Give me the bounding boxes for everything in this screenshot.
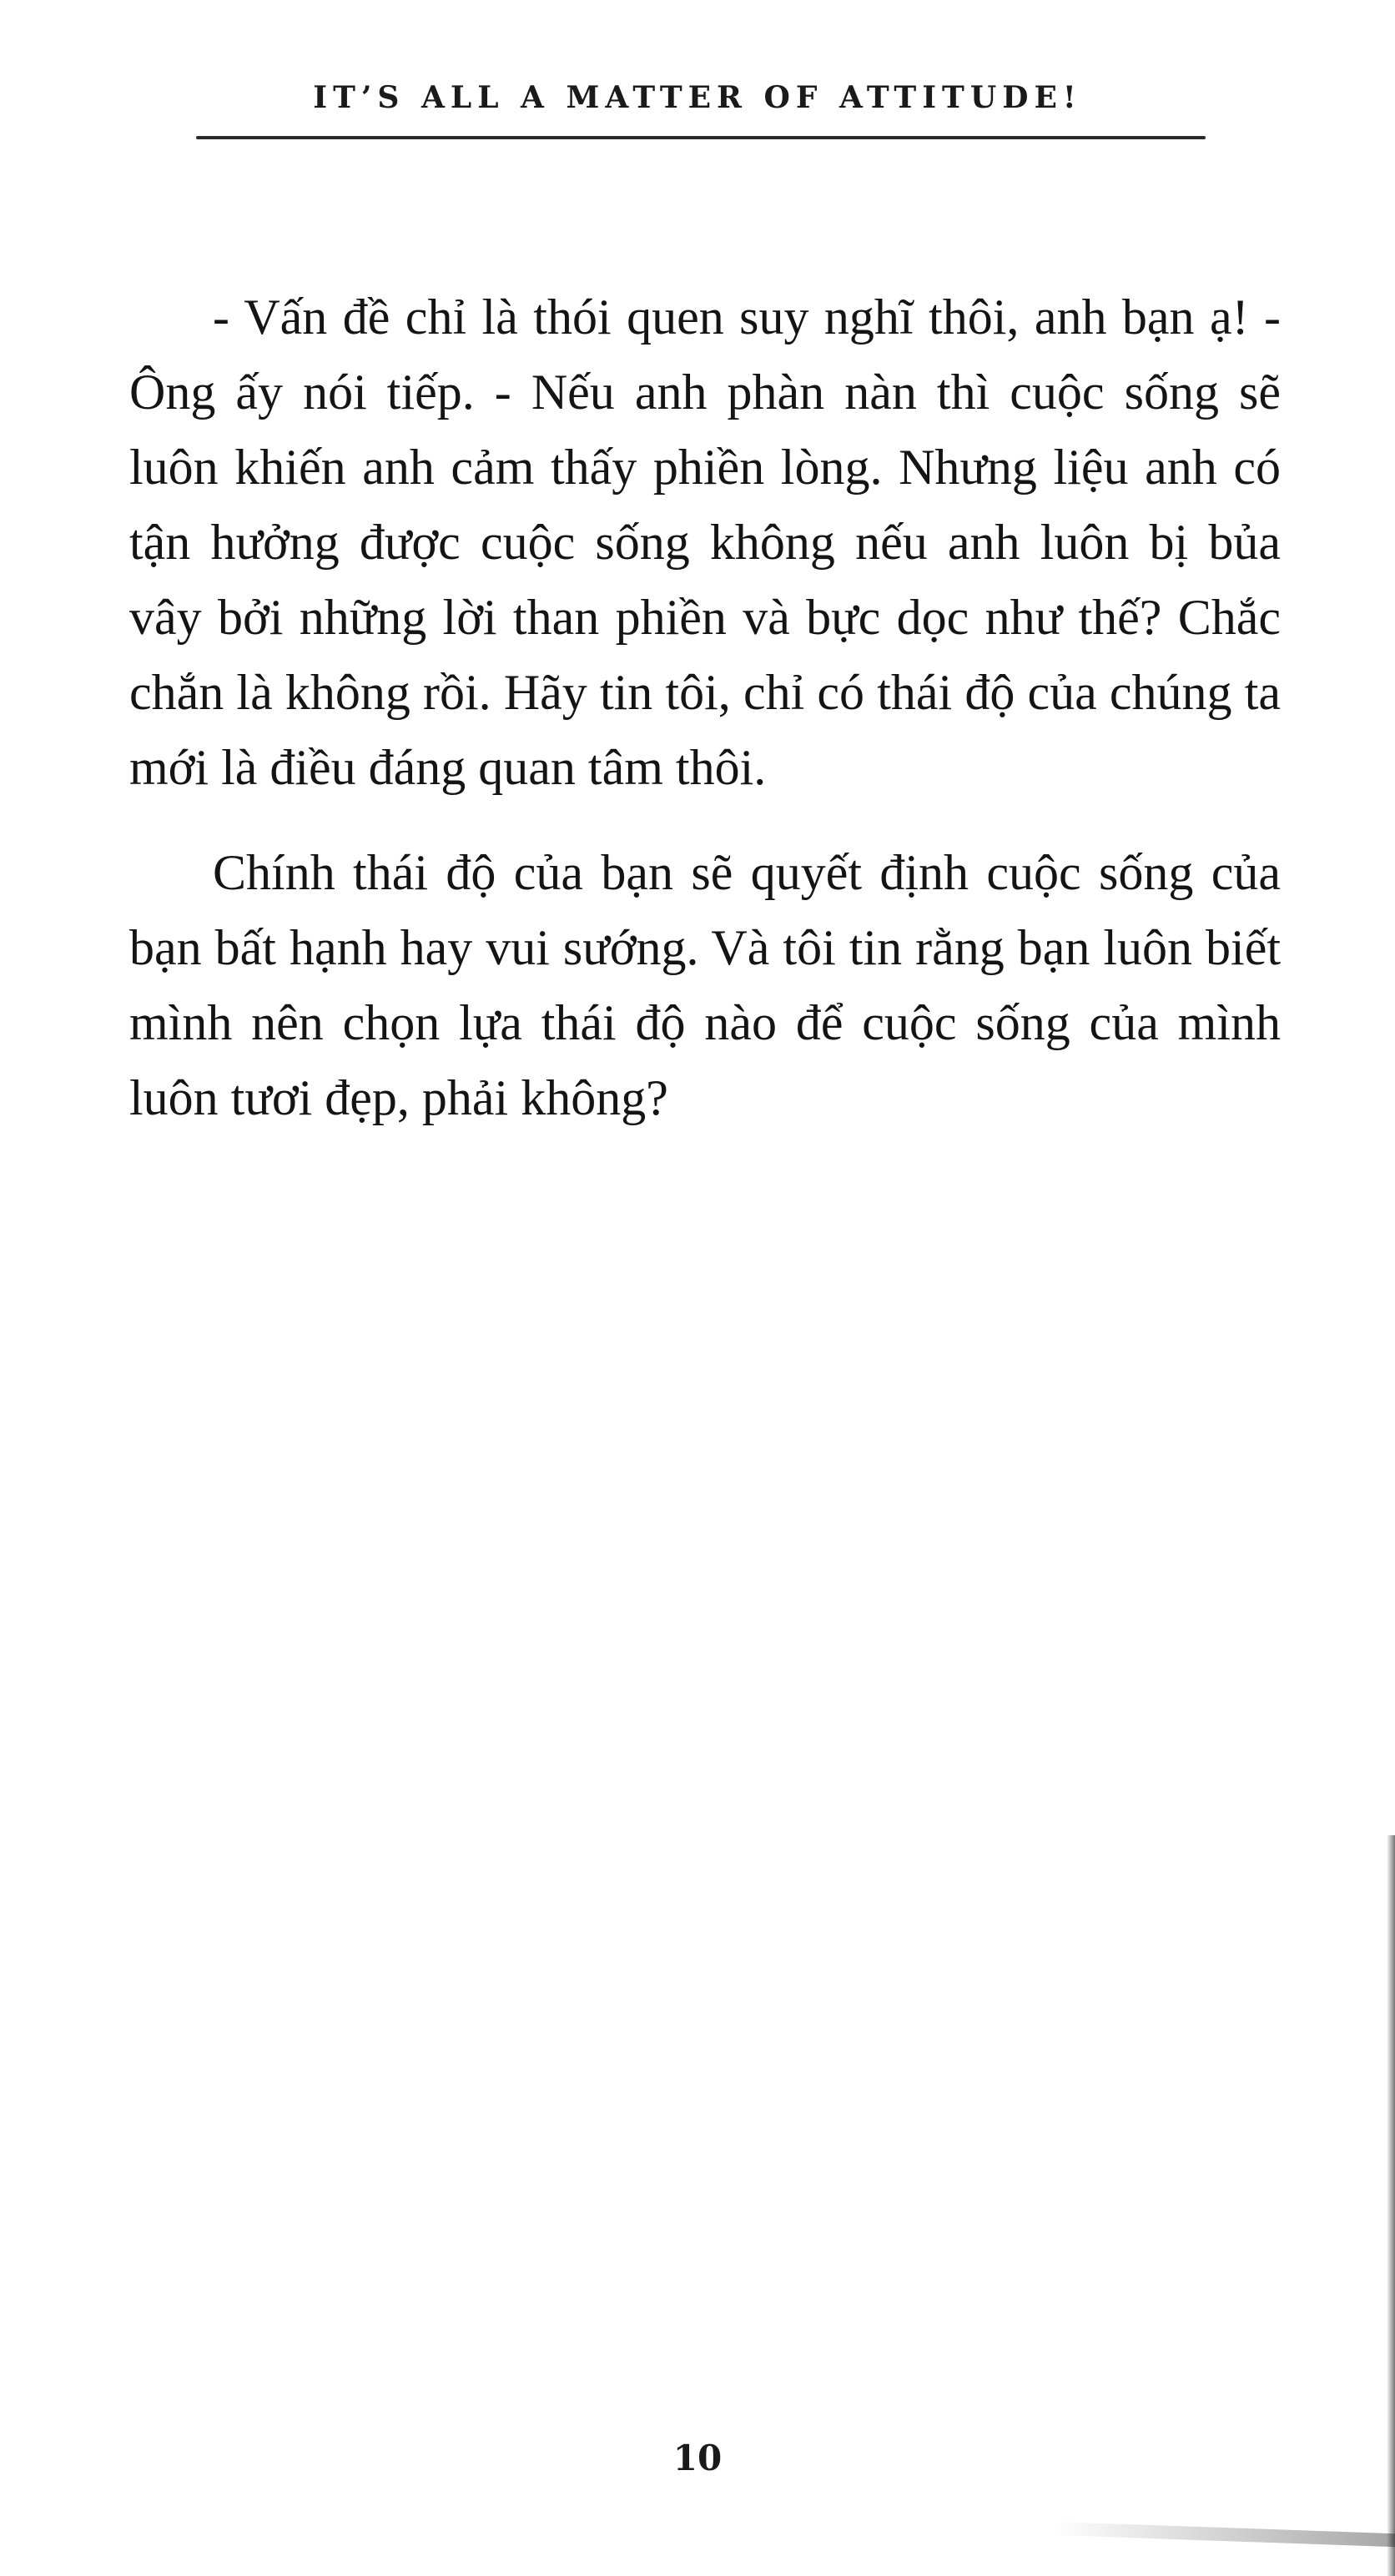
running-header [0, 80, 1395, 115]
paragraph-conclusion: Chính thái độ của bạn sẽ quyết định cuộc sống của bạn bất hạnh hay vui sướng. Và tôi tin rằng bạn luôn biết mình nên chọn lựa thái độ nào để cuộc sống của mình luôn tươi đẹp, phải không? [129, 845, 1281, 1125]
page-number: 10 [672, 2438, 723, 2478]
paragraph-dialogue: - Vấn đề chỉ là thói quen suy nghĩ thôi, anh bạn ạ! - Ông ấy nói tiếp. - Nếu anh phàn nàn thì cuộc sống sẽ luôn khiến anh cảm thấy phiền lòng. Nhưng liệu anh có tận hưởng được cuộc sống không nếu anh luôn bị bủa vây bởi những lời than phiền và bực dọc như thế? Chắc chắn là không rồi. Hãy tin tôi, chỉ có thái độ của chúng ta mới là điều đáng quan tâm thôi. [129, 289, 1281, 795]
header-divider [196, 136, 1206, 139]
corner-scan-smudge [1051, 2522, 1395, 2547]
page-edge-shadow [1387, 1835, 1395, 2576]
running-title: IT’S ALL A MATTER OF ATTITUDE! [313, 80, 1082, 115]
body-text [129, 279, 1281, 1135]
